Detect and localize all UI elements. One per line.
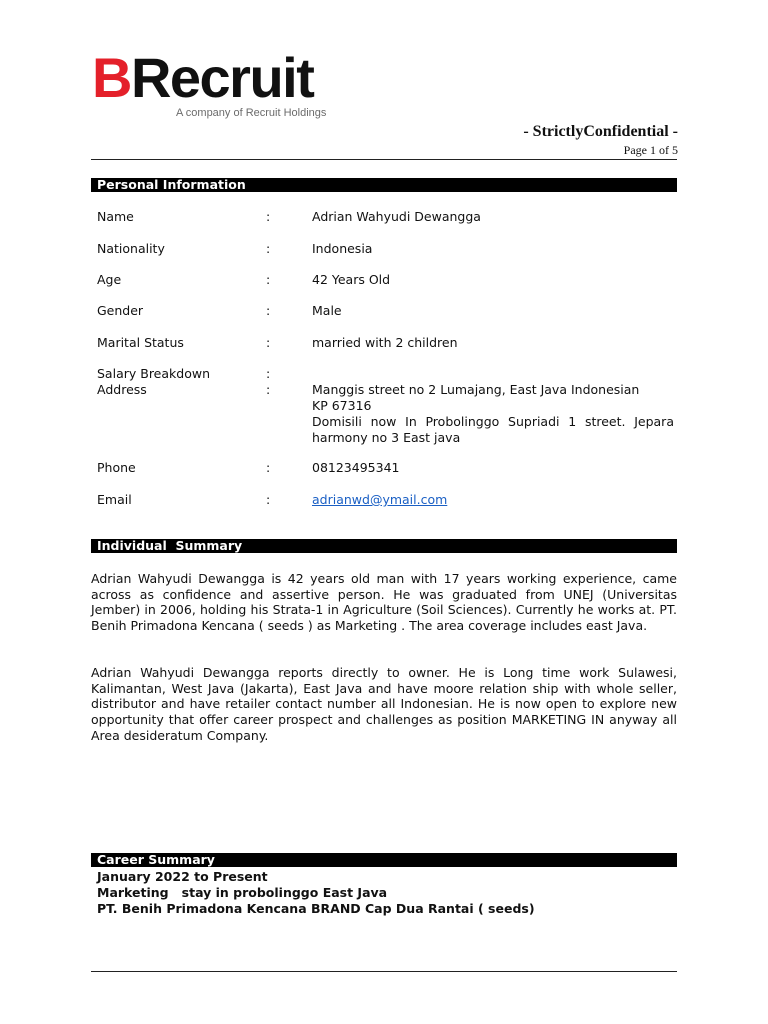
logo-letter-b: B <box>92 46 131 109</box>
address-line-3: Domisili now In Probolinggo Supriadi 1 street. Jepara harmony no 3 East java <box>312 414 674 445</box>
name-value: Adrian Wahyudi Dewangga <box>312 209 481 224</box>
email-separator: : <box>266 492 271 507</box>
address-line-2: KP 67316 <box>312 398 372 413</box>
header-divider <box>91 159 677 160</box>
career-summary-heading-bar <box>91 853 677 867</box>
address-separator: : <box>266 382 271 397</box>
marital-status-label: Marital Status <box>97 335 184 350</box>
brecruit-logo <box>92 46 342 125</box>
logo-tagline: A company of Recruit Holdings <box>176 107 327 119</box>
nationality-separator: : <box>266 241 271 256</box>
gender-separator: : <box>266 303 271 318</box>
nationality-label: Nationality <box>97 241 165 256</box>
individual-summary-heading-bar <box>91 539 677 553</box>
personal-info-heading-bar <box>91 178 677 192</box>
summary-paragraph-1: Adrian Wahyudi Dewangga is 42 years old man with 17 years working experience, came across as confidence and assertive person. He was graduated from UNEJ (Universitas Jember) in 2006, holding his Strata-1 in Agriculture (Soil Sciences). Currently he works at. PT. Benih Primadona Kencana ( seeds ) as Marketing . The area coverage includes east Java. <box>91 571 677 634</box>
career-summary-heading: Career Summary <box>97 852 215 867</box>
personal-info-heading: Personal Information <box>97 177 246 192</box>
gender-value: Male <box>312 303 342 318</box>
age-label: Age <box>97 272 122 287</box>
career-company: PT. Benih Primadona Kencana BRAND Cap Dua Rantai ( seeds) <box>97 901 535 916</box>
marital-status-separator: : <box>266 335 271 350</box>
salary-breakdown-separator: : <box>266 366 271 381</box>
phone-label: Phone <box>97 460 136 475</box>
age-value: 42 Years Old <box>312 272 391 287</box>
footer-divider <box>91 971 677 972</box>
name-label: Name <box>97 209 134 224</box>
gender-label: Gender <box>97 303 144 318</box>
address-line-1: Manggis street no 2 Lumajang, East Java Indonesian <box>312 382 640 397</box>
address-label: Address <box>97 382 147 397</box>
career-period: January 2022 to Present <box>97 869 268 884</box>
nationality-value: Indonesia <box>312 241 373 256</box>
logo-wordmark <box>92 46 342 109</box>
age-separator: : <box>266 272 271 287</box>
page-number: Page 1 of 5 <box>623 143 678 157</box>
salary-breakdown-label: Salary Breakdown <box>97 366 210 381</box>
marital-status-value: married with 2 children <box>312 335 458 350</box>
phone-value: 08123495341 <box>312 460 400 475</box>
email-label: Email <box>97 492 132 507</box>
career-role: Marketing stay in probolinggo East Java <box>97 885 388 900</box>
email-link[interactable]: adrianwd@ymail.com <box>312 492 448 507</box>
summary-paragraph-2: Adrian Wahyudi Dewangga reports directly to owner. He is Long time work Sulawesi, Kalimantan, West Java (Jakarta), East Java and have moore relation ship with whole seller, distributor and have retailer contact number all Indonesian. He is now open to explore new opportunity that offer career prospect and challenges as position MARKETING IN anyway all Area desideratum Company. <box>91 665 677 743</box>
individual-summary-heading: Individual Summary <box>97 538 243 553</box>
confidential-label: - StrictlyConfidential - <box>523 123 678 140</box>
logo-text-recruit: Recruit <box>130 46 314 109</box>
phone-separator: : <box>266 460 271 475</box>
name-separator: : <box>266 209 271 224</box>
